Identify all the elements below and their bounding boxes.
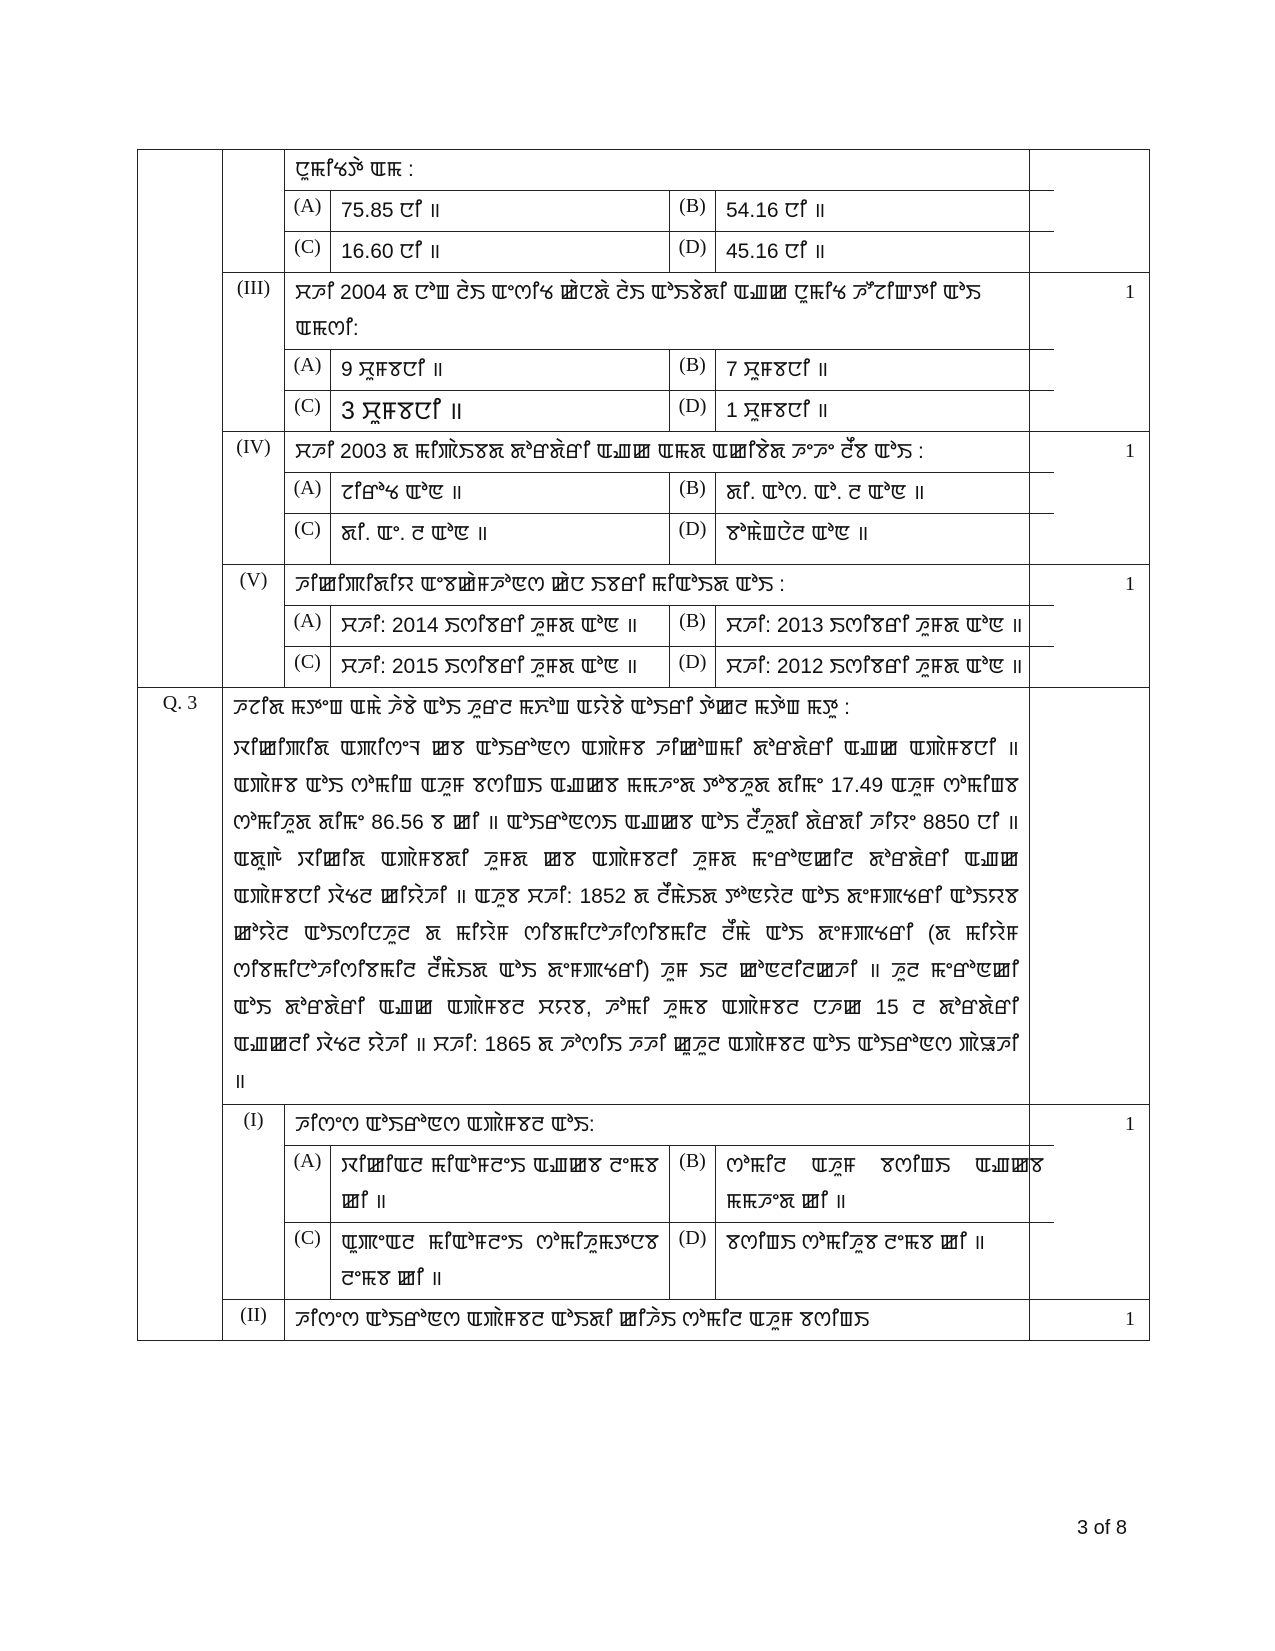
q2-ii-marks xyxy=(1030,150,1150,273)
q2-v-body xyxy=(285,565,1030,688)
option-label: (B) xyxy=(670,1146,716,1223)
q2-ii-stem: ꯅꯨꯃꯤꯠꯇꯥ ꯑꯃ : xyxy=(295,158,414,181)
option-b: ꯆꯍꯤ: 2013 ꯏꯁꯤꯕꯔꯤ ꯍꯨꯝꯗ ꯑꯣꯟ ॥ xyxy=(716,606,1055,647)
q2-iii-options xyxy=(285,349,1054,431)
q2-iv-options xyxy=(285,472,1054,564)
q3-i-marks: 1 xyxy=(1030,1105,1150,1300)
q2-ii-number-cell xyxy=(223,150,285,273)
option-d: ꯕꯁꯤꯡꯏ ꯁꯣꯃꯤꯍꯨꯕ ꯂꯦꯃꯕ ꯀꯤ ॥ xyxy=(716,1223,1055,1300)
q3-i-body xyxy=(285,1105,1044,1300)
q2-v-stem: ꯍꯤꯀꯤꯄꯤꯗꯤꯌ ꯑꯦꯕꯀꯥꯝꯍꯣꯟꯁ ꯀꯥꯅ ꯏꯕꯔꯤ ꯃꯤꯑꯣꯏꯗ ꯑꯣꯏ : xyxy=(295,573,785,596)
q2-v-marks: 1 xyxy=(1030,565,1150,688)
option-c: ꯆꯍꯤ: 2015 ꯏꯁꯤꯕꯔꯤ ꯍꯨꯝꯗ ꯑꯣꯟ ॥ xyxy=(331,647,670,688)
q2-ii-body xyxy=(285,150,1030,273)
q2-v-number: (V) xyxy=(223,565,285,688)
option-a: ꯆꯍꯤ: 2014 ꯏꯁꯤꯕꯔꯤ ꯍꯨꯝꯗ ꯑꯣꯟ ॥ xyxy=(331,606,670,647)
q2-iii-stem: ꯆꯍꯤ 2004 ꯗ ꯅꯣꯡ ꯂꯥꯏ ꯑꯦꯁꯤꯠ ꯀꯥꯅꯗꯥ ꯂꯥꯏ ꯑꯣꯏꯕꯥꯗꯤ ꯑꯉꯀ ꯅꯨꯃꯤꯠ ꯍꯧꯖꯤꯛꯇꯤ ꯑꯣꯏ ꯑꯃꯁꯤ: xyxy=(295,281,981,340)
q2-iv-row xyxy=(138,432,1150,565)
q3-passage-marks xyxy=(1030,688,1150,1105)
q3-ii-body xyxy=(285,1300,1030,1341)
option-c: ꯑꯨꯄꯦꯑꯂ ꯃꯤꯑꯣꯝꯂꯦꯏ ꯁꯣꯃꯤꯍꯨꯃꯇꯅꯕ ꯂꯦꯃꯕ ꯀꯤ ॥ xyxy=(331,1223,670,1300)
q3-i-stem: ꯍꯤꯁꯦꯁ ꯑꯣꯏꯔꯣꯟꯁ ꯑꯄꯥꯝꯕꯂ ꯑꯣꯏ: xyxy=(295,1113,595,1136)
q3-passage: ꯋꯤꯀꯤꯄꯤꯗ ꯑꯄꯤꯁꯦꯜ ꯀꯕ ꯑꯣꯏꯔꯣꯟꯁ ꯑꯄꯥꯝꯕ ꯍꯤꯀꯣꯡꯃꯤ ꯗꯣꯔꯗꯥꯔꯤ ꯑꯉꯀ ꯑꯄꯥꯝꯕꯅꯤ ॥ ꯑꯄꯥꯝꯕ ꯑꯣꯏ ꯁꯣꯃꯤꯡ ꯑꯍꯨꯝ ꯕꯁꯤꯡꯏ ꯑꯉꯀꯕ ꯃꯃꯍꯦꯗ ꯇꯣꯕꯍꯨꯗ ꯗꯤꯃꯦ 17.49 ꯑꯍꯨꯝ ꯁꯣꯃꯤꯡꯕ ꯁꯣꯃꯤꯍꯨꯗ ꯗꯤꯃꯦ 86.56 ꯕ ꯀꯤ ॥ ꯑꯣꯏꯔꯣꯟꯁꯏ ꯑꯉꯀꯕ ꯑꯣꯏ ꯂꯩꯍꯨꯗꯤ ꯗꯥꯔꯗꯤ ꯍꯤꯌꯦ 8850 ꯅꯤ ॥ ꯑꯗꯨꯒꯥ ꯋꯤꯀꯤꯗ ꯑꯄꯥꯝꯕꯗꯤ ꯍꯨꯝꯗ ꯀꯕ ꯑꯄꯥꯝꯕꯂꯤ ꯍꯨꯝꯗ ꯃꯦꯔꯣꯟꯀꯤꯂ ꯗꯣꯔꯗꯥꯔꯤ ꯑꯉꯀ ꯑꯄꯥꯝꯕꯅꯤ ꯋꯥꯠꯂ ꯀꯤꯌꯥꯍꯤ ॥ ꯑꯍꯨꯕ ꯆꯍꯤ: 1852 ꯗ ꯂꯩꯃꯥꯏꯗ ꯇꯣꯟꯌꯥꯂ ꯑꯣꯏ ꯗꯦꯝꯄꯠꯔꯤ ꯑꯣꯏꯌꯕ ꯀꯣꯌꯥꯂ ꯑꯣꯏꯁꯤꯅꯍꯨꯂ ꯗ ꯃꯤꯌꯥꯝ ꯁꯤꯕꯃꯤꯅꯣꯍꯤꯁꯤꯕꯃꯤꯂ ꯂꯩꯃꯥ ꯑꯣꯏ ꯗꯦꯝꯄꯠꯔꯤ (ꯗ ꯃꯤꯌꯥꯝ ꯁꯤꯕꯃꯤꯅꯣꯍꯤꯁꯤꯕꯃꯤꯂ ꯂꯩꯃꯥꯏꯗ ꯑꯣꯏ ꯗꯦꯝꯄꯠꯔꯤ) ꯍꯨꯝ ꯏꯂ ꯀꯣꯟꯂꯤꯂꯀꯍꯤ ॥ ꯍꯨꯂ ꯃꯦꯔꯣꯟꯀꯤ ꯑꯣꯏ ꯗꯣꯔꯗꯥꯔꯤ ꯑꯉꯀ ꯑꯄꯥꯝꯕꯂ ꯆꯌꯕ, ꯍꯣꯃꯤ ꯍꯨꯃꯕ ꯑꯄꯥꯝꯕꯂ ꯅꯍꯀ 15 ꯂ ꯗꯣꯔꯗꯥꯔꯤ ꯑꯉꯀꯂꯤ ꯋꯥꯠꯂ ꯌꯥꯍꯤ ॥ ꯆꯍꯤ: 1865 ꯗ ꯍꯣꯁꯤꯏ ꯍꯍꯤ ꯀꯨꯍꯨꯂ ꯑꯄꯥꯝꯕꯂ ꯑꯣꯏ ꯑꯣꯏꯔꯣꯟꯁ ꯄꯥꯎꯍꯤ ॥ xyxy=(233,737,1019,1093)
q2-iv-marks: 1 xyxy=(1030,432,1150,565)
option-a: ꯖꯤꯔꯣꯠ ꯑꯣꯟ ॥ xyxy=(331,473,670,514)
option-a: 75.85 ꯅꯤ ॥ xyxy=(331,191,670,232)
q3-i-row xyxy=(138,1105,1150,1300)
q3-ii-row xyxy=(138,1300,1150,1341)
option-d: ꯆꯍꯤ: 2012 ꯏꯁꯤꯕꯔꯤ ꯍꯨꯝꯗ ꯑꯣꯟ ॥ xyxy=(716,647,1055,688)
q3-number: Q. 3 xyxy=(138,688,223,1341)
page-number: 3 of 8 xyxy=(1076,1517,1127,1539)
q2-iii-body xyxy=(285,273,1030,432)
option-d: ꯕꯣꯃꯥꯡꯅꯥꯂ ꯑꯣꯟ ॥ xyxy=(716,514,1055,565)
option-label: (B) xyxy=(670,191,716,232)
q2-iii-number: (III) xyxy=(223,273,285,432)
option-label: (D) xyxy=(670,647,716,688)
q2-iii-row xyxy=(138,273,1150,432)
option-label: (D) xyxy=(670,391,716,432)
option-label: (D) xyxy=(670,1223,716,1300)
q3-i-number: (I) xyxy=(223,1105,285,1300)
q3-passage-row xyxy=(138,688,1150,1105)
q2-iv-body xyxy=(285,432,1030,565)
q3-ii-number: (II) xyxy=(223,1300,285,1341)
question-table xyxy=(137,149,1150,1341)
q2-iii-marks: 1 xyxy=(1030,273,1150,432)
option-label: (B) xyxy=(670,473,716,514)
q2-v-row xyxy=(138,565,1150,688)
q2-iv-number: (IV) xyxy=(223,432,285,565)
option-label: (A) xyxy=(285,606,331,647)
option-label: (A) xyxy=(285,473,331,514)
option-b: ꯗꯤ. ꯑꯣꯁ. ꯑꯣ. ꯂ ꯑꯣꯟ ॥ xyxy=(716,473,1055,514)
option-c: 3 ꯆꯨꯝꯕꯅꯤ ॥ xyxy=(331,391,670,432)
option-label: (C) xyxy=(285,1223,331,1300)
option-a: 9 ꯆꯨꯝꯕꯅꯤ ॥ xyxy=(331,350,670,391)
option-b: 54.16 ꯅꯤ ॥ xyxy=(716,191,1055,232)
option-label: (B) xyxy=(670,606,716,647)
q2-v-options xyxy=(285,605,1054,687)
option-label: (A) xyxy=(285,1146,331,1223)
option-label: (A) xyxy=(285,191,331,232)
option-label: (C) xyxy=(285,391,331,432)
q3-ii-marks: 1 xyxy=(1030,1300,1150,1341)
option-c: 16.60 ꯅꯤ ॥ xyxy=(331,232,670,273)
q2-iv-stem: ꯆꯍꯤ 2003 ꯗ ꯃꯤꯄꯥꯏꯕꯗ ꯗꯣꯔꯗꯥꯔꯤ ꯑꯉꯀ ꯑꯃꯗ ꯑꯀꯤꯕꯥꯗ ꯍꯦꯍꯦ ꯂꯩꯕ ꯑꯣꯏ : xyxy=(295,440,924,463)
option-b: ꯁꯣꯃꯤꯂ ꯑꯍꯨꯝ ꯕꯁꯤꯡꯏ ꯑꯉꯀꯕ ꯃꯃꯍꯦꯗ ꯀꯤ ॥ xyxy=(716,1146,1055,1223)
option-label: (D) xyxy=(670,514,716,565)
option-a: ꯋꯤꯀꯤꯑꯂ ꯃꯤꯑꯣꯝꯂꯦꯏ ꯑꯉꯀꯕ ꯂꯦꯃꯕ ꯀꯤ ॥ xyxy=(331,1146,670,1223)
option-d: 45.16 ꯅꯤ ॥ xyxy=(716,232,1055,273)
q2-ii-row xyxy=(138,150,1150,273)
option-b: 7 ꯆꯨꯝꯕꯅꯤ ॥ xyxy=(716,350,1055,391)
option-c: ꯗꯤ. ꯑꯦ. ꯂ ꯑꯣꯟ ॥ xyxy=(331,514,670,565)
option-label: (B) xyxy=(670,350,716,391)
q3-passage-cell xyxy=(223,688,1030,1105)
option-d: 1 ꯆꯨꯝꯕꯅꯤ ॥ xyxy=(716,391,1055,432)
q2-number-cell xyxy=(138,150,223,688)
q3-intro: ꯍꯖꯤꯗ ꯃꯇꯦꯡ ꯑꯃꯥ ꯍꯥꯕꯥ ꯑꯣꯏ ꯍꯨꯔꯂ ꯃꯈꯣꯡ ꯑꯌꯥꯕꯥ ꯑꯣꯏꯔꯤ ꯇꯥꯀꯂ ꯃꯇꯥꯡ ꯃꯇꯨ : xyxy=(233,696,850,719)
q2-ii-options xyxy=(285,190,1054,272)
option-label: (C) xyxy=(285,232,331,273)
option-label: (C) xyxy=(285,647,331,688)
q3-ii-stem: ꯍꯤꯁꯦꯁ ꯑꯣꯏꯔꯣꯟꯁ ꯑꯄꯥꯝꯕꯂ ꯑꯣꯏꯗꯤ ꯀꯤꯍꯥꯏ ꯁꯣꯃꯤꯂ ꯑꯍꯨꯝ ꯕꯁꯤꯡꯏ xyxy=(295,1308,870,1331)
option-label: (D) xyxy=(670,232,716,273)
option-label: (A) xyxy=(285,350,331,391)
option-label: (C) xyxy=(285,514,331,565)
q3-i-options xyxy=(285,1145,1054,1299)
